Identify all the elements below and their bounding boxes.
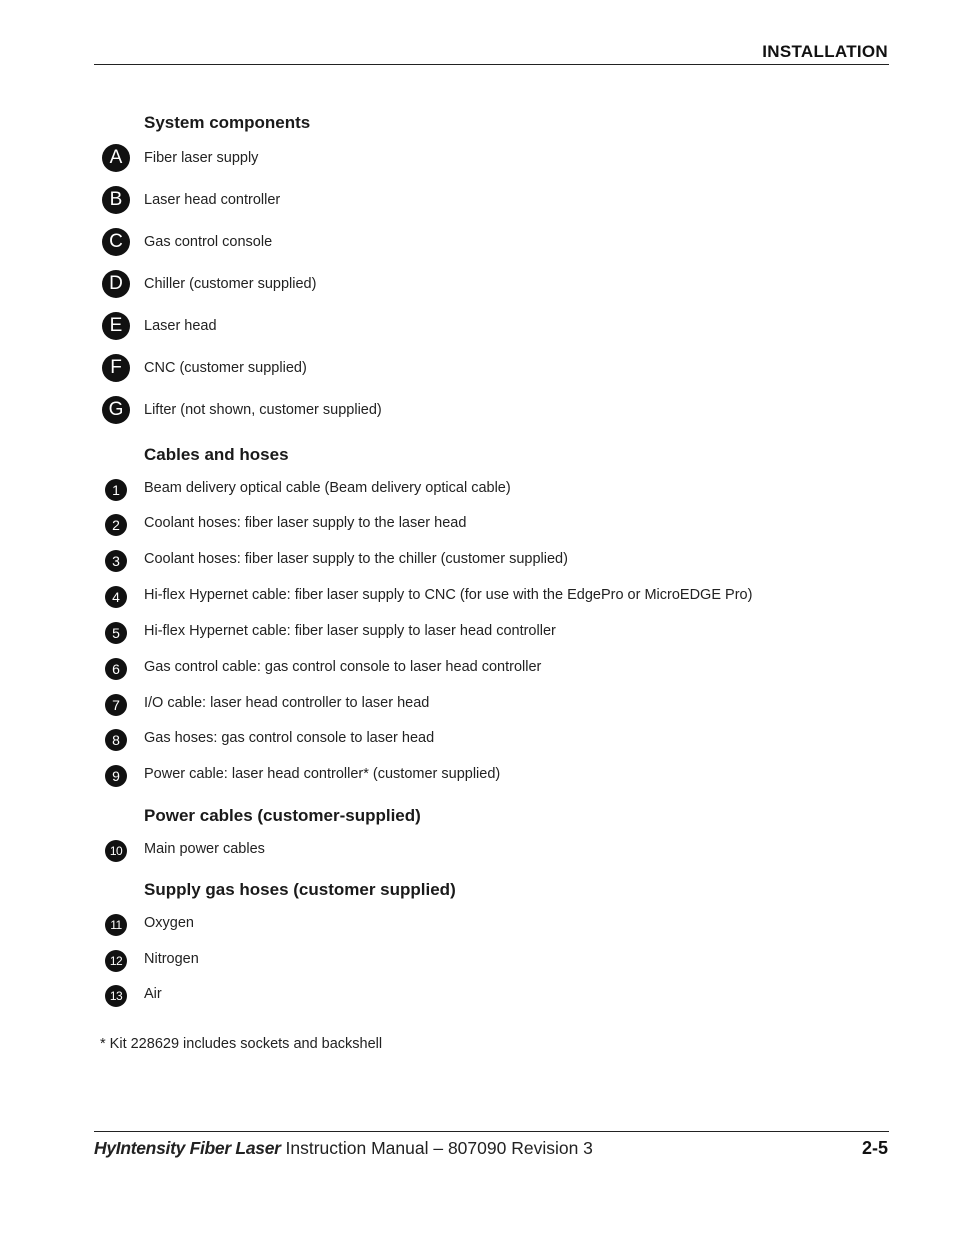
section-title-supply-gas-hoses: Supply gas hoses (customer supplied) [144,880,456,899]
number-12-marker-icon: 12 [105,950,127,972]
page-number: 2-5 [861,1138,888,1158]
letter-f-marker-icon: F [102,354,130,382]
list-item-label: Beam delivery optical cable (Beam delivery optical cable) [144,480,511,496]
letter-g-marker-icon: G [102,396,130,424]
header-divider [94,64,889,65]
number-9-marker-icon: 9 [105,765,127,787]
list-item-e [100,312,860,342]
list-item-6 [100,653,860,683]
list-item-1 [100,474,860,504]
list-item-5 [100,617,860,647]
list-item-label: Laser head [144,318,217,334]
list-item-label: I/O cable: laser head controller to laser head [144,695,430,711]
list-item-2 [100,509,860,539]
list-item-c [100,228,860,258]
list-item-label: Gas hoses: gas control console to laser head [144,730,435,746]
list-item-9 [100,760,860,790]
section-title-cables-hoses: Cables and hoses [144,445,289,464]
list-item-label: Nitrogen [144,951,199,967]
list-item-a [100,144,860,174]
footer-divider [94,1131,889,1132]
letter-c-marker-icon: C [102,228,130,256]
letter-d-marker-icon: D [102,270,130,298]
list-item-label: CNC (customer supplied) [144,360,307,376]
list-item-label: Fiber laser supply [144,150,259,166]
list-item-label: Coolant hoses: fiber laser supply to the laser head [144,515,467,531]
list-item-label: Oxygen [144,915,194,931]
section-header: INSTALLATION [762,42,888,61]
list-item-label: Hi-flex Hypernet cable: fiber laser supply to laser head controller [144,623,556,639]
footer-manual-info: Instruction Manual – 807090 Revision 3 [280,1138,593,1158]
list-item-label: Main power cables [144,841,265,857]
list-item-label: Gas control cable: gas control console to laser head controller [144,659,542,675]
list-item-8 [100,724,860,754]
list-item-b [100,186,860,216]
list-item-12 [100,945,860,975]
list-item-11 [100,909,860,939]
number-11-marker-icon: 11 [105,914,127,936]
number-8-marker-icon: 8 [105,729,127,751]
section-title-power-cables: Power cables (customer-supplied) [144,806,421,825]
number-13-marker-icon: 13 [105,985,127,1007]
letter-e-marker-icon: E [102,312,130,340]
number-7-marker-icon: 7 [105,694,127,716]
letter-a-marker-icon: A [102,144,130,172]
list-item-g [100,396,860,426]
list-item-label: Coolant hoses: fiber laser supply to the chiller (customer supplied) [144,551,568,567]
number-5-marker-icon: 5 [105,622,127,644]
list-item-4 [100,581,860,611]
list-item-label: Power cable: laser head controller* (customer supplied) [144,766,501,782]
list-item-label: Lifter (not shown, customer supplied) [144,402,382,418]
number-6-marker-icon: 6 [105,658,127,680]
list-item-label: Laser head controller [144,192,281,208]
letter-b-marker-icon: B [102,186,130,214]
list-item-label: Gas control console [144,234,273,250]
footer-product-name: HyIntensity Fiber Laser [94,1138,281,1158]
list-item-10 [100,835,860,865]
list-item-13 [100,980,860,1010]
section-title-system-components: System components [144,113,311,132]
list-item-label: Air [144,986,162,1002]
list-item-f [100,354,860,384]
footer-manual-title [94,1138,593,1159]
number-3-marker-icon: 3 [105,550,127,572]
number-4-marker-icon: 4 [105,586,127,608]
number-1-marker-icon: 1 [105,479,127,501]
list-item-label: Hi-flex Hypernet cable: fiber laser supply to CNC (for use with the EdgePro or MicroEDGE Pro) [144,587,753,603]
list-item-d [100,270,860,300]
number-10-marker-icon: 10 [105,840,127,862]
footnote: * Kit 228629 includes sockets and backshell [100,1036,383,1052]
list-item-label: Chiller (customer supplied) [144,276,317,292]
number-2-marker-icon: 2 [105,514,127,536]
list-item-3 [100,545,860,575]
list-item-7 [100,689,860,719]
